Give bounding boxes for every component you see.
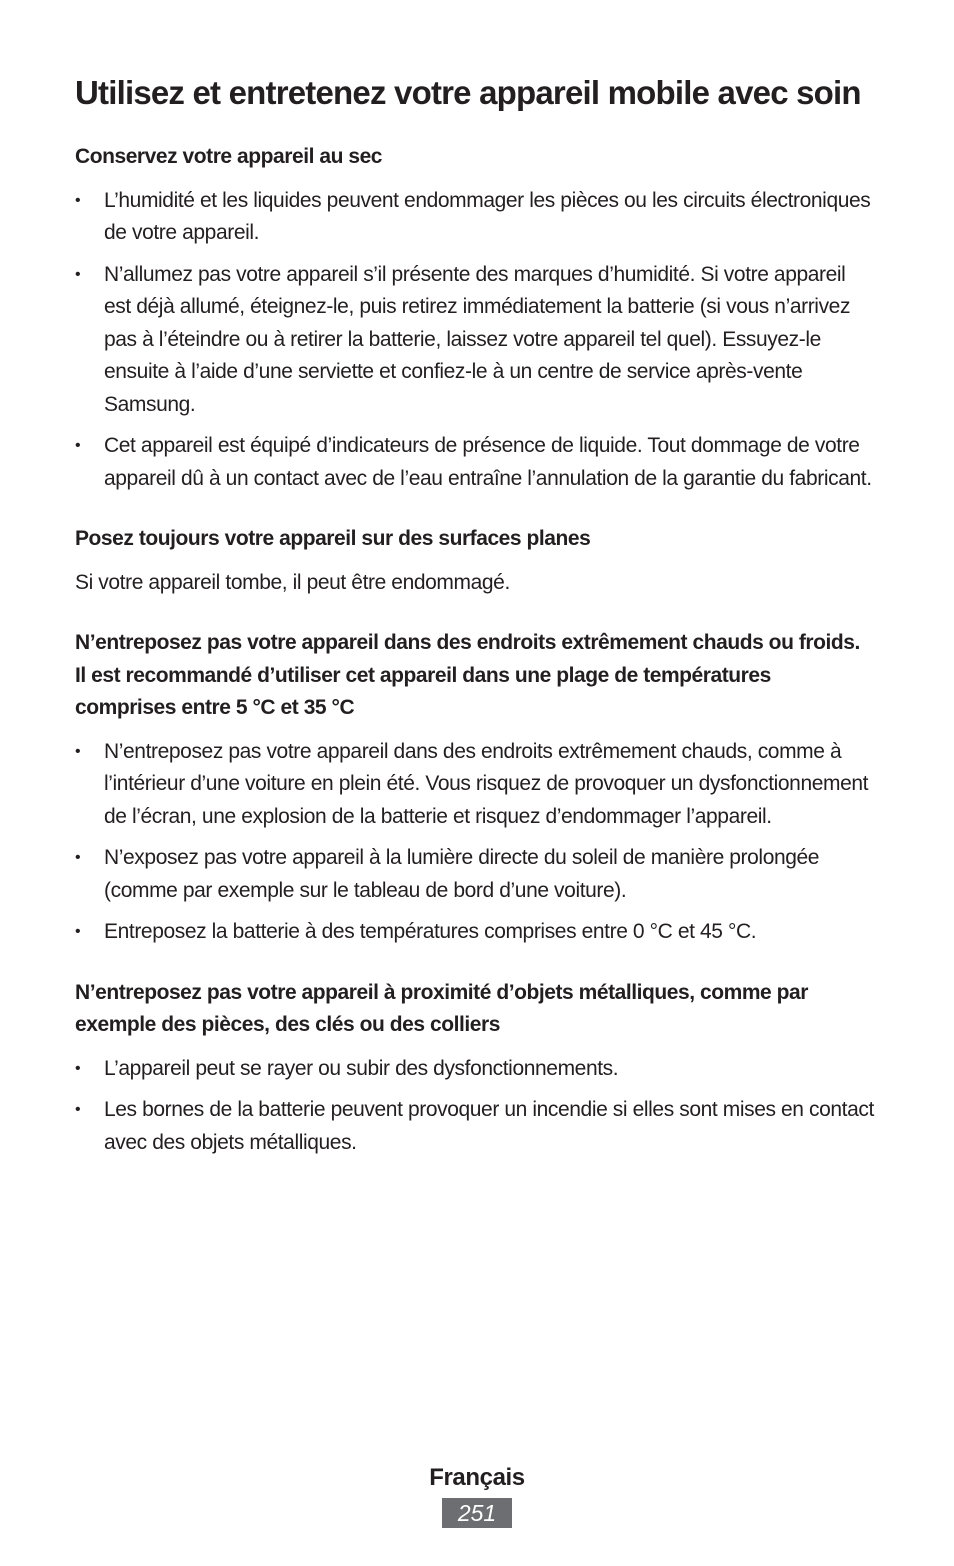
bullet-list bbox=[75, 185, 875, 496]
bullet-icon: • bbox=[75, 849, 81, 866]
list-item-text: N’entreposez pas votre appareil dans des endroits extrêmement chauds, comme à l’intérieur d’une voiture en plein été. Vous risquez de provoquer un dysfonctionnement de l’écran, une explosion de la batterie et risquez d’endommager l’appareil. bbox=[104, 739, 869, 828]
section-heading: N’entreposez pas votre appareil à proximité d’objets métalliques, comme par exemple des pièces, des clés ou des colliers bbox=[75, 980, 808, 1036]
section-keep-dry bbox=[75, 141, 875, 495]
list-item bbox=[75, 185, 875, 250]
bullet-icon: • bbox=[75, 191, 81, 209]
bullet-icon: • bbox=[75, 742, 81, 760]
page-footer bbox=[0, 1462, 954, 1528]
section-metal-objects bbox=[75, 977, 875, 1160]
list-item bbox=[75, 916, 875, 949]
bullet-list bbox=[75, 736, 875, 949]
list-item-text: Les bornes de la batterie peuvent provoquer un incendie si elles sont mises en contact avec des objets métalliques. bbox=[104, 1098, 874, 1154]
list-item bbox=[75, 1053, 875, 1086]
list-item bbox=[75, 1094, 875, 1159]
list-item bbox=[75, 259, 875, 422]
document-page bbox=[75, 72, 875, 1187]
list-item bbox=[75, 430, 875, 495]
list-item-text: Entreposez la batterie à des températures comprises entre 0 °C et 45 °C. bbox=[104, 920, 757, 943]
section-heading: N’entreposez pas votre appareil dans des endroits extrêmement chauds ou froids. Il est recommandé d’utiliser cet appareil dans une plage de températures comprises entre 5 °C et 35 °C bbox=[75, 631, 860, 719]
list-item bbox=[75, 842, 875, 907]
list-item-text: N’allumez pas votre appareil s’il présente des marques d’humidité. Si votre appareil est déjà allumé, éteignez-le, puis retirez immédiatement la batterie (si vous n’arrivez pas à l’éteindre ou à retirer la batterie, laissez votre appareil tel quel). Essuyez-le ensuite à l’aide d’une serviette et confiez-le à un centre de service après-vente Samsung. bbox=[104, 262, 851, 416]
list-item-text: Cet appareil est équipé d’indicateurs de présence de liquide. Tout dommage de votre appareil dû à un contact avec de l’eau entraîne l’annulation de la garantie du fabricant. bbox=[104, 434, 872, 490]
section-temperature bbox=[75, 627, 875, 949]
list-item-text: L’humidité et les liquides peuvent endommager les pièces ou les circuits électroniques de votre appareil. bbox=[104, 188, 871, 244]
bullet-icon: • bbox=[75, 1101, 81, 1118]
footer-language: Français bbox=[429, 1464, 525, 1491]
bullet-icon: • bbox=[75, 437, 81, 454]
bullet-icon: • bbox=[75, 1059, 81, 1077]
page-title: Utilisez et entretenez votre appareil mobile avec soin bbox=[75, 74, 861, 111]
bullet-icon: • bbox=[75, 265, 81, 283]
section-heading: Conservez votre appareil au sec bbox=[75, 145, 383, 168]
list-item-text: N’exposez pas votre appareil à la lumière directe du soleil de manière prolongée (comme par exemple sur le tableau de bord d’une voiture). bbox=[104, 846, 820, 902]
bullet-icon: • bbox=[75, 923, 81, 940]
page-number-badge: 251 bbox=[442, 1498, 512, 1528]
list-item-text: L’appareil peut se rayer ou subir des dysfonctionnements. bbox=[104, 1056, 619, 1080]
bullet-list bbox=[75, 1053, 875, 1160]
section-paragraph: Si votre appareil tombe, il peut être endommagé. bbox=[75, 570, 510, 594]
section-flat-surfaces bbox=[75, 523, 875, 599]
section-heading: Posez toujours votre appareil sur des surfaces planes bbox=[75, 527, 591, 550]
list-item bbox=[75, 736, 875, 834]
